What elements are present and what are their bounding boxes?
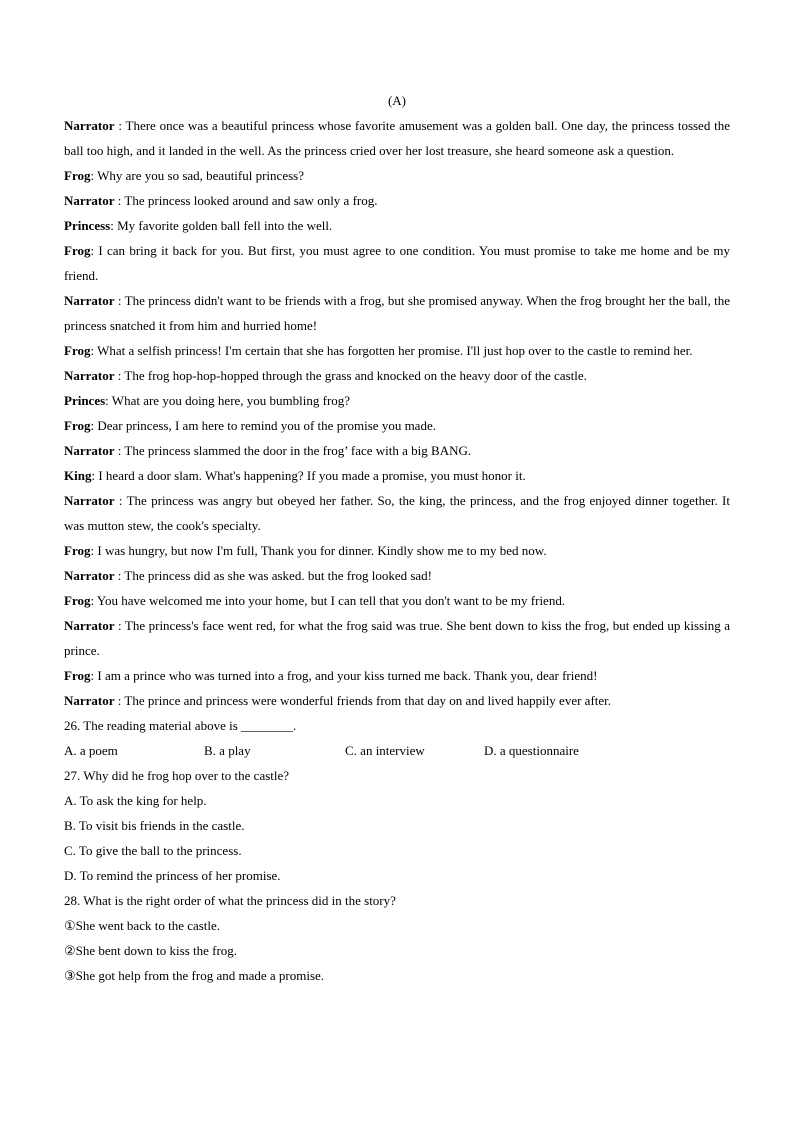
separator: : bbox=[114, 693, 125, 708]
question-stem: 28. What is the right order of what the princess did in the story? bbox=[64, 893, 396, 908]
separator: : bbox=[90, 543, 98, 558]
speaker-name: Narrator bbox=[64, 443, 115, 458]
separator: : bbox=[91, 468, 99, 483]
line-text: The princess looked around and saw only a frog. bbox=[124, 193, 378, 208]
line-text: The princess slammed the door in the frog’ face with a big BANG. bbox=[124, 443, 472, 458]
separator: : bbox=[90, 593, 97, 608]
line-text: I am a prince who was turned into a frog, and your kiss turned me back. Thank you, dear friend! bbox=[97, 668, 598, 683]
dialogue-line bbox=[64, 113, 730, 163]
separator: : bbox=[90, 168, 98, 183]
speaker-name: Princes bbox=[64, 393, 106, 408]
speaker-name: Frog bbox=[64, 593, 91, 608]
dialogue-line bbox=[64, 663, 730, 688]
separator: : bbox=[114, 618, 125, 633]
speaker-name: Frog bbox=[64, 243, 91, 258]
dialogue-line bbox=[64, 563, 730, 588]
speaker-name: Narrator bbox=[64, 293, 115, 308]
line-text: The princess didn't want to be friends with a frog, but she promised anyway. When the frog brought her the ball, the princess snatched it from him and hurried home! bbox=[64, 293, 730, 333]
dialogue-line bbox=[64, 238, 730, 288]
line-text: Dear princess, I am here to remind you of the promise you made. bbox=[97, 418, 436, 433]
speaker-name: Narrator bbox=[64, 368, 115, 383]
separator: : bbox=[105, 393, 112, 408]
dialogue-line bbox=[64, 438, 730, 463]
option-a: A. a poem bbox=[64, 743, 118, 758]
dialogue-line bbox=[64, 163, 730, 188]
separator: : bbox=[114, 493, 127, 508]
line-text: I was hungry, but now I'm full, Thank you for dinner. Kindly show me to my bed now. bbox=[97, 543, 547, 558]
line-text: What a selfish princess! I'm certain that she has forgotten her promise. I'll just hop over to the castle to remind her. bbox=[97, 343, 693, 358]
ordered-item: ①She went back to the castle. bbox=[64, 918, 221, 933]
separator: : bbox=[90, 343, 98, 358]
option-a: A. To ask the king for help. bbox=[64, 793, 207, 808]
separator: : bbox=[90, 418, 98, 433]
line-text: The princess's face went red, for what the frog said was true. She bent down to kiss the frog, but ended up kissing a prince. bbox=[64, 618, 730, 658]
dialogue bbox=[64, 113, 730, 713]
dialogue-line bbox=[64, 488, 730, 538]
question-stem: 27. Why did he frog hop over to the castle? bbox=[64, 768, 290, 783]
speaker-name: Frog bbox=[64, 343, 91, 358]
dialogue-line bbox=[64, 338, 730, 363]
dialogue-line bbox=[64, 538, 730, 563]
separator: : bbox=[90, 243, 99, 258]
separator: : bbox=[114, 293, 125, 308]
separator: : bbox=[114, 568, 125, 583]
dialogue-line bbox=[64, 363, 730, 388]
question-28 bbox=[64, 888, 730, 988]
line-text: I can bring it back for you. But first, you must agree to one condition. You must promise to take me home and be my friend. bbox=[64, 243, 730, 283]
speaker-name: Narrator bbox=[64, 693, 115, 708]
ordered-item: ③She got help from the frog and made a promise. bbox=[64, 968, 325, 983]
line-text: The princess did as she was asked. but the frog looked sad! bbox=[124, 568, 433, 583]
speaker-name: Narrator bbox=[64, 618, 115, 633]
separator: : bbox=[90, 668, 98, 683]
dialogue-line bbox=[64, 213, 730, 238]
dialogue-line bbox=[64, 463, 730, 488]
option-c: C. To give the ball to the princess. bbox=[64, 843, 242, 858]
separator: : bbox=[114, 368, 125, 383]
speaker-name: Princess bbox=[64, 218, 111, 233]
dialogue-line bbox=[64, 188, 730, 213]
dialogue-line bbox=[64, 613, 730, 663]
speaker-name: King bbox=[64, 468, 92, 483]
speaker-name: Narrator bbox=[64, 493, 115, 508]
line-text: What are you doing here, you bumbling frog? bbox=[111, 393, 351, 408]
section-title: (A) bbox=[387, 93, 407, 108]
dialogue-line bbox=[64, 588, 730, 613]
line-text: My favorite golden ball fell into the well. bbox=[117, 218, 333, 233]
separator: : bbox=[114, 443, 125, 458]
dialogue-line bbox=[64, 688, 730, 713]
answer-options bbox=[64, 738, 730, 763]
dialogue-line bbox=[64, 413, 730, 438]
line-text: There once was a beautiful princess whose favorite amusement was a golden ball. One day, the princess tossed the ball too high, and it landed in the well. As the princess cried over her lost treasure, she heard someone ask a question. bbox=[64, 118, 730, 158]
line-text: The frog hop-hop-hopped through the grass and knocked on the heavy door of the castle. bbox=[124, 368, 587, 383]
speaker-name: Narrator bbox=[64, 568, 115, 583]
line-text: The prince and princess were wonderful friends from that day on and lived happily ever after. bbox=[124, 693, 612, 708]
question-26 bbox=[64, 713, 730, 763]
question-stem: 26. The reading material above is ________. bbox=[64, 718, 297, 733]
document-page bbox=[64, 88, 730, 988]
dialogue-line bbox=[64, 288, 730, 338]
separator: : bbox=[110, 218, 118, 233]
line-text: You have welcomed me into your home, but I can tell that you don't want to be my friend. bbox=[96, 593, 566, 608]
ordered-item: ②She bent down to kiss the frog. bbox=[64, 943, 238, 958]
speaker-name: Frog bbox=[64, 668, 91, 683]
speaker-name: Frog bbox=[64, 543, 91, 558]
dialogue-line bbox=[64, 388, 730, 413]
question-27 bbox=[64, 763, 730, 888]
option-d: D. a questionnaire bbox=[484, 743, 579, 758]
option-c: C. an interview bbox=[345, 743, 425, 758]
separator: : bbox=[114, 118, 126, 133]
speaker-name: Narrator bbox=[64, 118, 115, 133]
line-text: The princess was angry but obeyed her father. So, the king, the princess, and the frog enjoyed dinner together. It was mutton stew, the cook's specialty. bbox=[64, 493, 730, 533]
speaker-name: Frog bbox=[64, 168, 91, 183]
line-text: Why are you so sad, beautiful princess? bbox=[97, 168, 304, 183]
option-b: B. To visit bis friends in the castle. bbox=[64, 818, 245, 833]
option-b: B. a play bbox=[204, 743, 251, 758]
separator: : bbox=[114, 193, 125, 208]
line-text: I heard a door slam. What's happening? If you made a promise, you must honor it. bbox=[98, 468, 526, 483]
speaker-name: Narrator bbox=[64, 193, 115, 208]
option-d: D. To remind the princess of her promise. bbox=[64, 868, 281, 883]
speaker-name: Frog bbox=[64, 418, 91, 433]
